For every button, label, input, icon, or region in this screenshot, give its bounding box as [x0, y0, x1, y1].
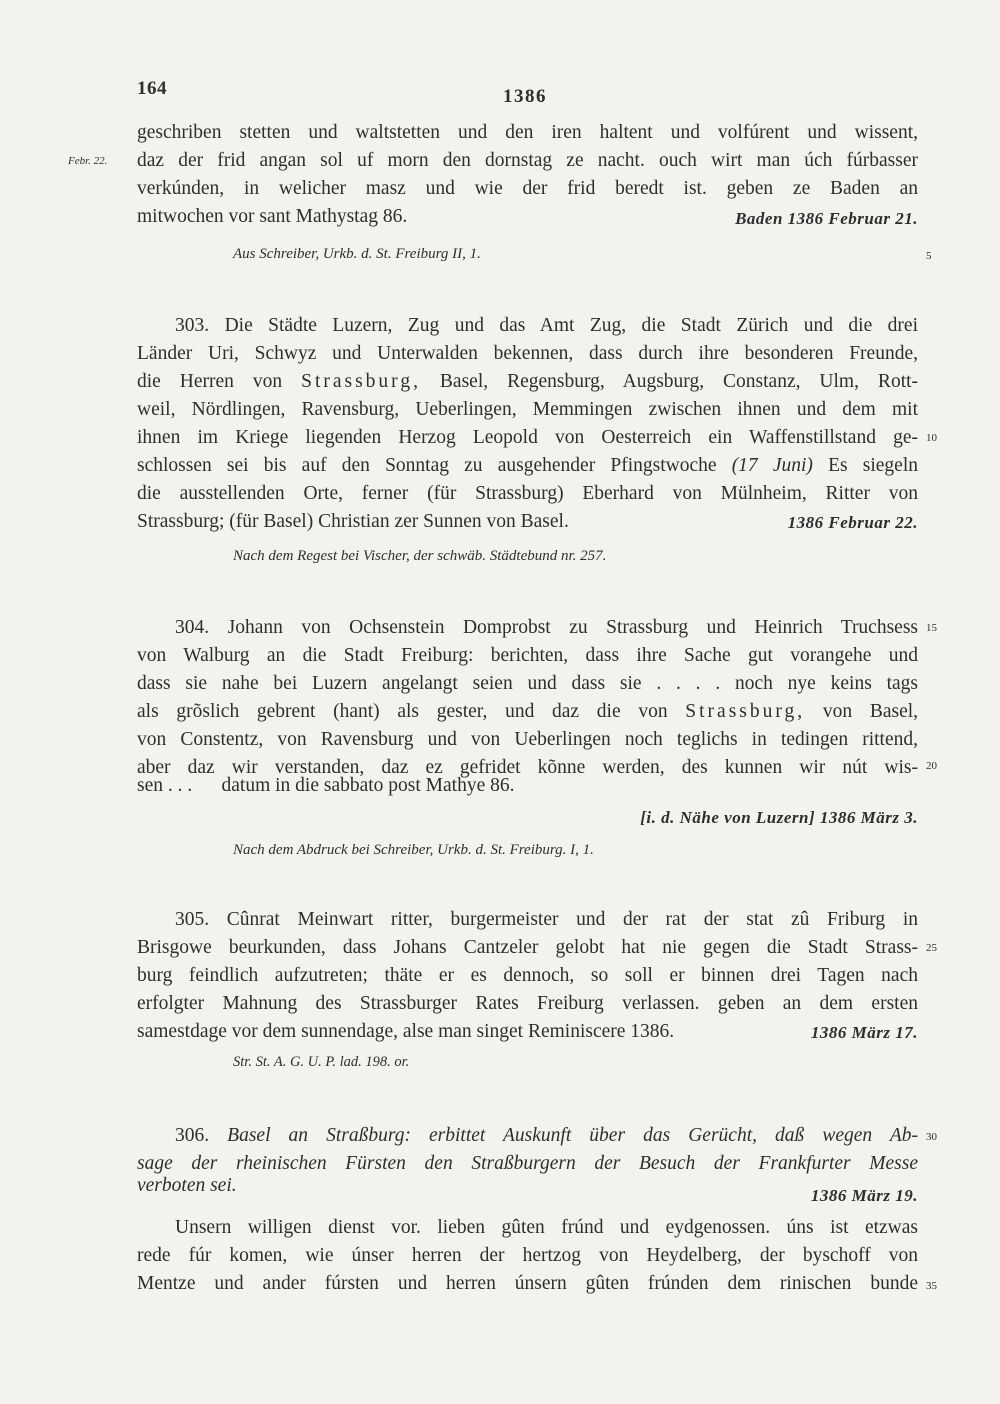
text-line: rede fúr komen, wie únser herren der hertzog von Heydelberg, der byschoff von: [137, 1245, 918, 1266]
text-line: verkúnden, in welicher masz und wie der frid beredt ist. geben ze Baden an: [137, 178, 918, 199]
text-line: von Constentz, von Ravensburg und von Ueberlingen noch teglichs in tedingen rittend,: [137, 729, 918, 750]
entry-first-line: 303. Die Städte Luzern, Zug und das Amt Zug, die Stadt Zürich und die drei: [175, 315, 919, 336]
line-number: 35: [926, 1280, 937, 1292]
text-line: burg feindlich aufzutreten; thäte er es dennoch, so soll er binnen drei Tagen nach: [137, 965, 918, 986]
text-line: erfolgter Mahnung des Strassburger Rates Freiburg verlassen. geben an dem ersten: [137, 993, 918, 1014]
entry-number: 306.: [175, 1125, 210, 1146]
entry-first-line: 306. Basel an Straßburg: erbittet Auskunft über das Gerücht, daß wegen Ab-: [175, 1125, 918, 1146]
document-date: 1386 März 17.: [810, 1023, 918, 1042]
text-line: daz der frid angan sol uf morn den dornstag ze nacht. ouch wirt man úch fúrbasser: [137, 150, 918, 171]
text-line: Brisgowe beurkunden, dass Johans Cantzeler gelobt hat nie gegen die Stadt Strass-: [137, 937, 918, 958]
text-line: Unsern willigen dienst vor. lieben gûten frúnd und eydgenossen. úns ist etzwas: [175, 1217, 918, 1238]
line-number: 15: [926, 622, 937, 634]
text-line: Strassburg; (für Basel) Christian zer Sunnen von Basel.: [137, 511, 569, 532]
document-date: Baden 1386 Februar 21.: [735, 209, 918, 228]
line-number: 25: [926, 942, 937, 954]
text-line: aber daz wir verstanden, daz ez gefridet kõnne werden, des kunnen wir nút wis-: [137, 757, 918, 778]
summary-line: verboten sei.: [137, 1175, 237, 1196]
source-citation: Nach dem Regest bei Vischer, der schwäb. Städtebund nr. 257.: [233, 548, 607, 564]
source-citation: Nach dem Abdruck bei Schreiber, Urkb. d. St. Freiburg. I, 1.: [233, 842, 594, 858]
text-line: samestdage vor dem sunnendage, alse man singet Reminiscere 1386.: [137, 1021, 675, 1042]
text-line: Länder Uri, Schwyz und Unterwalden bekennen, dass durch ihre besonderen Freunde,: [137, 343, 918, 364]
line-number: 5: [926, 250, 932, 262]
page-header-year: 1386: [503, 86, 547, 107]
entry-number: 303.: [175, 315, 210, 336]
entry-first-line: 304. Johann von Ochsenstein Domprobst zu Strassburg und Heinrich Truchsess: [175, 617, 919, 638]
entry-number: 304.: [175, 617, 210, 638]
entry-first-line: 305. Cûnrat Meinwart ritter, burgermeister und der rat der stat zû Friburg in: [175, 909, 918, 930]
text-line: dass sie nahe bei Luzern angelangt seien und dass sie . . . . noch nye keins tags: [137, 673, 918, 694]
text-line: schlossen sei bis auf den Sonntag zu ausgehender Pfingstwoche (17 Juni) Es siegeln: [137, 455, 918, 476]
paren-date: (17 Juni): [731, 455, 813, 476]
text-line: sen . . . datum in die sabbato post Mathye 86.: [137, 775, 515, 796]
line-number: 30: [926, 1131, 937, 1143]
text-line: geschriben stetten und waltstetten und den iren haltent und volfúrent und wissent,: [137, 122, 918, 143]
line-number: 20: [926, 760, 937, 772]
text-line: weil, Nördlingen, Ravensburg, Ueberlingen, Memmingen zwischen ihnen und dem mit: [137, 399, 918, 420]
text-line: die ausstellenden Orte, ferner (für Strassburg) Eberhard von Mülnheim, Ritter von: [137, 483, 918, 504]
document-date: [i. d. Nähe von Luzern] 1386 März 3.: [640, 808, 918, 827]
margin-date: Febr. 22.: [68, 155, 108, 167]
line-number: 10: [926, 432, 937, 444]
source-citation: Aus Schreiber, Urkb. d. St. Freiburg II, 1.: [233, 246, 481, 262]
document-date: 1386 März 19.: [810, 1186, 918, 1205]
document-date: 1386 Februar 22.: [787, 513, 918, 532]
text-line: von Walburg an die Stadt Freiburg: berichten, dass ihre Sache gut vorangehe und: [137, 645, 918, 666]
source-citation: Str. St. A. G. U. P. lad. 198. or.: [233, 1054, 410, 1070]
text-line: mitwochen vor sant Mathystag 86.: [137, 206, 408, 227]
summary-line: sage der rheinischen Fürsten den Straßburgern der Besuch der Frankfurter Messe: [137, 1153, 918, 1174]
text-line: die Herren von Strassburg, Basel, Regensburg, Augsburg, Constanz, Ulm, Rott-: [137, 371, 919, 392]
text-line: ihnen im Kriege liegenden Herzog Leopold von Oesterreich ein Waffenstillstand ge-: [137, 427, 918, 448]
text-line: als grõslich gebrent (hant) als gester, und daz die von Strassburg, von Basel,: [137, 701, 919, 722]
page-number: 164: [137, 78, 167, 99]
text-line: Mentze und ander fúrsten und herren únsern gûten frúnden dem rinischen bunde: [137, 1273, 918, 1294]
entry-number: 305.: [175, 909, 210, 930]
